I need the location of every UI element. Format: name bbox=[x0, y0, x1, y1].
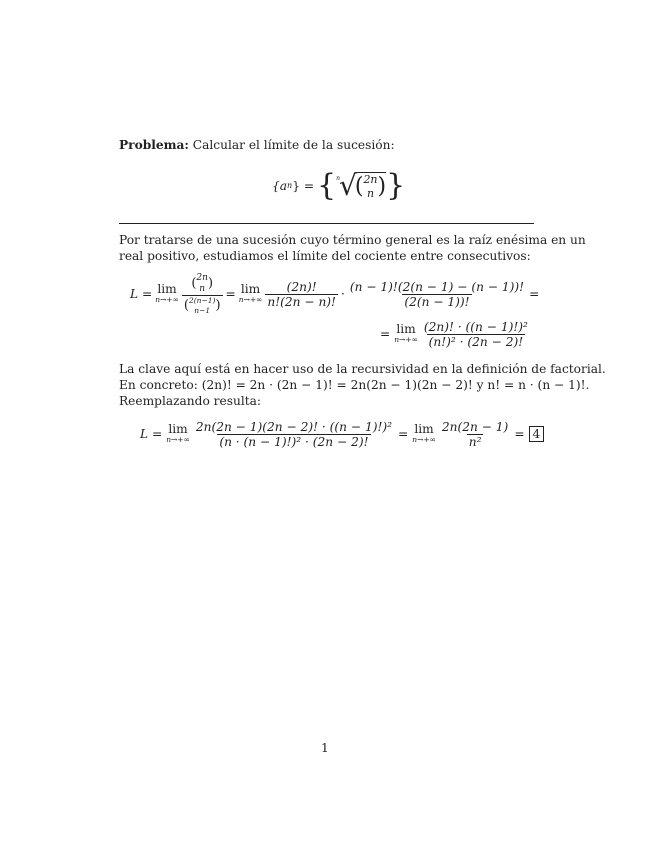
problem-statement bbox=[119, 137, 395, 153]
eq2-limit-2 bbox=[412, 424, 436, 444]
radicand bbox=[355, 172, 386, 201]
problem-text: Calcular el límite de la sucesión: bbox=[192, 138, 395, 152]
key-line-2: En concreto: (2n)! = 2n · (2n − 1)! = 2n(2n − 1)(2n − 2)! y n! = n · (n − 1)!. bbox=[119, 378, 590, 392]
eq2-f2-den: n² bbox=[468, 434, 482, 449]
lim-sub: n→+∞ bbox=[155, 295, 179, 304]
result-box: 4 bbox=[529, 426, 545, 442]
lim-sub: n→+∞ bbox=[412, 435, 436, 444]
f3-num: (2n)! · ((n − 1)!)² bbox=[423, 319, 528, 334]
eq1-equals-end: = bbox=[529, 287, 540, 301]
eq2-equals-end: = bbox=[514, 427, 525, 441]
seq-sub: n bbox=[287, 181, 293, 190]
binom-bottom: n bbox=[366, 186, 375, 200]
lim-sub: n→+∞ bbox=[166, 435, 190, 444]
f2-num: (n − 1)!(2(n − 1) − (n − 1))! bbox=[349, 279, 525, 294]
eq1-binom-quotient bbox=[182, 273, 223, 316]
lim-text: lim bbox=[240, 282, 261, 296]
binom-top: 2n bbox=[363, 172, 378, 186]
f3-den: (n!)² · (2n − 2)! bbox=[428, 334, 524, 349]
b1-bot: n bbox=[199, 283, 206, 294]
lim-text: lim bbox=[396, 322, 416, 336]
eq1-lhs: L = bbox=[130, 287, 153, 301]
equation-1-line-2 bbox=[380, 316, 530, 352]
f1-den: n!(2n − n)! bbox=[267, 294, 336, 309]
f2-den: (2(n − 1))! bbox=[404, 294, 470, 309]
binom-close: ) bbox=[377, 173, 387, 199]
radical-sign: √ bbox=[339, 169, 357, 202]
eq1-fraction-1 bbox=[265, 280, 338, 309]
horizontal-rule bbox=[119, 223, 534, 224]
binom-2 bbox=[189, 296, 216, 316]
eq1-limit-3 bbox=[394, 324, 418, 344]
seq-lhs: {a bbox=[272, 179, 288, 193]
eq2-f1-num: 2n(2n − 1)(2n − 2)! · ((n − 1)!)² bbox=[195, 419, 392, 434]
eq2-fraction-1 bbox=[194, 420, 394, 449]
eq2-equals: = bbox=[398, 427, 409, 441]
eq1-limit-2 bbox=[239, 284, 263, 304]
equation-2 bbox=[140, 415, 544, 453]
eq2-limit bbox=[166, 424, 190, 444]
eq1-limit bbox=[155, 284, 179, 304]
binom-1 bbox=[196, 273, 208, 295]
eq2-f2-num: 2n(2n − 1) bbox=[441, 419, 509, 434]
lim-sub: n→+∞ bbox=[238, 295, 263, 304]
eq2-lhs: L = bbox=[140, 427, 163, 441]
b1-top: 2n bbox=[196, 272, 208, 283]
eq2-fraction-2 bbox=[440, 420, 510, 449]
b2-bot: n−1 bbox=[194, 305, 211, 315]
page-number: 1 bbox=[321, 741, 329, 755]
eq1-dot: · bbox=[340, 287, 345, 301]
intro-line-1: Por tratarse de una sucesión cuyo término general es la raíz enésima en un bbox=[119, 233, 586, 247]
lim-text: lim bbox=[168, 422, 188, 436]
eq2-f1-den: (n · (n − 1)!)² · (2n − 2)! bbox=[219, 434, 369, 449]
f1-num: (2n)! bbox=[286, 279, 317, 294]
binom-quotient-den: ( 2(n−1) n−1 ) bbox=[183, 295, 221, 315]
eq1-fraction-3 bbox=[422, 320, 530, 349]
eq1-equals: = bbox=[225, 287, 236, 301]
key-line-1: La clave aquí está en hacer uso de la recursividad en la definición de factorial. bbox=[119, 362, 606, 376]
lim-text: lim bbox=[414, 422, 434, 436]
binom-open: ( bbox=[354, 173, 364, 199]
equation-1-line-1 bbox=[130, 274, 539, 314]
problem-label: Problema: bbox=[119, 138, 189, 152]
lim-sub: n→+∞ bbox=[394, 335, 418, 344]
root-index: n bbox=[336, 175, 340, 182]
key-line-3: Reemplazando resulta: bbox=[119, 394, 261, 408]
binom-quotient-num: ( 2n n ) bbox=[191, 272, 214, 294]
binom bbox=[363, 173, 377, 201]
left-brace: { bbox=[317, 168, 337, 203]
intro-line-2: real positivo, estudiamos el límite del cociente entre consecutivos: bbox=[119, 249, 531, 263]
sequence-definition bbox=[272, 168, 405, 204]
right-brace: } bbox=[386, 168, 406, 203]
eq1-fraction-2 bbox=[348, 280, 526, 309]
seq-eq: } = bbox=[292, 179, 315, 193]
eq1-equals-start: = bbox=[380, 327, 391, 341]
b2-top: 2(n−1) bbox=[188, 295, 216, 305]
lim-text: lim bbox=[157, 282, 177, 296]
